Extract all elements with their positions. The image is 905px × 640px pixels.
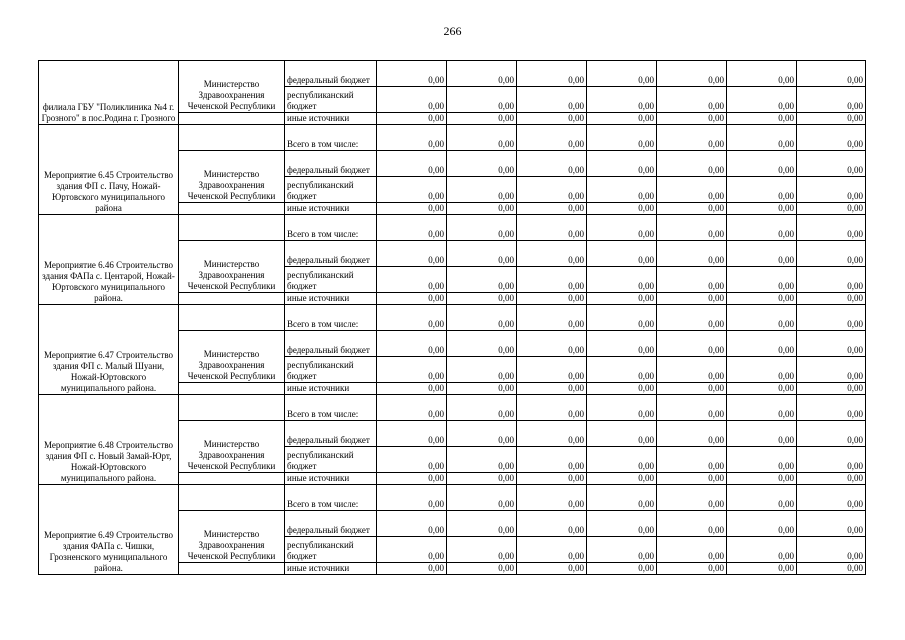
source-label-federal: федеральный бюджет: [285, 241, 377, 267]
value-cell: 0,00: [517, 293, 587, 305]
value-cell: 0,00: [657, 125, 727, 151]
value-cell: 0,00: [727, 241, 797, 267]
value-cell: 0,00: [657, 241, 727, 267]
source-label-total: Всего в том числе:: [285, 305, 377, 331]
value-cell: 0,00: [587, 113, 657, 125]
value-cell: 0,00: [727, 293, 797, 305]
event-name-cell: Мероприятие 6.48 Строительство здания ФП с. Новый Замай-Юрт, Ножай-Юртовского муниципального района.: [39, 395, 179, 485]
value-cell: 0,00: [377, 61, 447, 87]
value-cell: 0,00: [727, 177, 797, 203]
value-cell: 0,00: [657, 395, 727, 421]
table-row: [39, 125, 866, 151]
executor-cell: Министерство Здравоохранения Чеченской Республики: [179, 421, 285, 473]
value-cell: 0,00: [727, 383, 797, 395]
value-cell: 0,00: [377, 267, 447, 293]
value-cell: 0,00: [377, 293, 447, 305]
value-cell: 0,00: [517, 267, 587, 293]
value-cell: 0,00: [727, 447, 797, 473]
value-cell: 0,00: [517, 203, 587, 215]
value-cell: 0,00: [657, 511, 727, 537]
value-cell: 0,00: [587, 395, 657, 421]
value-cell: 0,00: [657, 293, 727, 305]
value-cell: 0,00: [517, 563, 587, 575]
value-cell: 0,00: [797, 177, 866, 203]
value-cell: 0,00: [587, 563, 657, 575]
value-cell: 0,00: [377, 241, 447, 267]
value-cell: 0,00: [797, 215, 866, 241]
value-cell: 0,00: [447, 215, 517, 241]
executor-empty-cell: [179, 305, 285, 331]
value-cell: 0,00: [727, 267, 797, 293]
value-cell: 0,00: [447, 395, 517, 421]
value-cell: 0,00: [447, 241, 517, 267]
value-cell: 0,00: [727, 357, 797, 383]
executor-empty-cell: [179, 473, 285, 485]
value-cell: 0,00: [797, 113, 866, 125]
executor-empty-cell: [179, 383, 285, 395]
value-cell: 0,00: [727, 87, 797, 113]
value-cell: 0,00: [377, 177, 447, 203]
executor-cell: Министерство Здравоохранения Чеченской Республики: [179, 331, 285, 383]
value-cell: 0,00: [377, 331, 447, 357]
executor-cell: Министерство Здравоохранения Чеченской Республики: [179, 151, 285, 203]
event-name-cell: Мероприятие 6.49 Строительство здания ФАПа с. Чишки, Грозненского муниципального района.: [39, 485, 179, 575]
value-cell: 0,00: [377, 447, 447, 473]
source-label-republic: республиканский бюджет: [285, 87, 377, 113]
executor-empty-cell: [179, 395, 285, 421]
value-cell: 0,00: [797, 357, 866, 383]
value-cell: 0,00: [657, 267, 727, 293]
value-cell: 0,00: [797, 473, 866, 485]
value-cell: 0,00: [447, 447, 517, 473]
value-cell: 0,00: [447, 485, 517, 511]
table-row: [39, 305, 866, 331]
source-label-other: иные источники: [285, 113, 377, 125]
value-cell: 0,00: [657, 113, 727, 125]
value-cell: 0,00: [657, 177, 727, 203]
executor-cell: Министерство Здравоохранения Чеченской Республики: [179, 241, 285, 293]
executor-empty-cell: [179, 215, 285, 241]
value-cell: 0,00: [377, 485, 447, 511]
value-cell: 0,00: [447, 357, 517, 383]
event-name-cell: Мероприятие 6.45 Строительство здания ФП с. Пачу, Ножай-Юртовского муниципального района: [39, 125, 179, 215]
event-name-cell: Мероприятие 6.46 Строительство здания ФАПа с. Центарой, Ножай-Юртовского муниципального района.: [39, 215, 179, 305]
value-cell: 0,00: [377, 203, 447, 215]
source-label-republic: республиканский бюджет: [285, 357, 377, 383]
source-label-other: иные источники: [285, 203, 377, 215]
source-label-federal: федеральный бюджет: [285, 61, 377, 87]
value-cell: 0,00: [447, 563, 517, 575]
table-row: [39, 61, 866, 87]
value-cell: 0,00: [377, 357, 447, 383]
executor-empty-cell: [179, 125, 285, 151]
source-label-total: Всего в том числе:: [285, 215, 377, 241]
page-number: 266: [443, 24, 462, 38]
value-cell: 0,00: [517, 215, 587, 241]
value-cell: 0,00: [587, 485, 657, 511]
value-cell: 0,00: [377, 151, 447, 177]
source-label-republic: республиканский бюджет: [285, 537, 377, 563]
value-cell: 0,00: [447, 125, 517, 151]
value-cell: 0,00: [587, 125, 657, 151]
value-cell: 0,00: [587, 241, 657, 267]
value-cell: 0,00: [727, 125, 797, 151]
value-cell: 0,00: [657, 383, 727, 395]
value-cell: 0,00: [447, 151, 517, 177]
executor-empty-cell: [179, 563, 285, 575]
value-cell: 0,00: [377, 395, 447, 421]
value-cell: 0,00: [797, 395, 866, 421]
value-cell: 0,00: [797, 305, 866, 331]
table-row: [39, 215, 866, 241]
value-cell: 0,00: [517, 331, 587, 357]
value-cell: 0,00: [517, 113, 587, 125]
value-cell: 0,00: [727, 305, 797, 331]
value-cell: 0,00: [517, 177, 587, 203]
value-cell: 0,00: [377, 383, 447, 395]
value-cell: 0,00: [447, 537, 517, 563]
value-cell: 0,00: [727, 511, 797, 537]
value-cell: 0,00: [657, 331, 727, 357]
value-cell: 0,00: [587, 61, 657, 87]
value-cell: 0,00: [657, 357, 727, 383]
value-cell: 0,00: [447, 421, 517, 447]
executor-cell: Министерство Здравоохранения Чеченской Республики: [179, 61, 285, 113]
value-cell: 0,00: [587, 511, 657, 537]
value-cell: 0,00: [797, 511, 866, 537]
value-cell: 0,00: [727, 395, 797, 421]
value-cell: 0,00: [727, 421, 797, 447]
event-name-cell: филиала ГБУ "Поликлиника №4 г. Грозного" в пос.Родина г. Грозного: [39, 61, 179, 125]
value-cell: 0,00: [517, 125, 587, 151]
value-cell: 0,00: [657, 215, 727, 241]
value-cell: 0,00: [797, 485, 866, 511]
value-cell: 0,00: [447, 61, 517, 87]
value-cell: 0,00: [797, 125, 866, 151]
value-cell: 0,00: [727, 151, 797, 177]
value-cell: 0,00: [447, 267, 517, 293]
value-cell: 0,00: [517, 87, 587, 113]
value-cell: 0,00: [727, 61, 797, 87]
value-cell: 0,00: [797, 383, 866, 395]
value-cell: 0,00: [657, 447, 727, 473]
value-cell: 0,00: [377, 473, 447, 485]
executor-empty-cell: [179, 203, 285, 215]
value-cell: 0,00: [377, 421, 447, 447]
source-label-total: Всего в том числе:: [285, 485, 377, 511]
source-label-other: иные источники: [285, 473, 377, 485]
source-label-other: иные источники: [285, 383, 377, 395]
value-cell: 0,00: [797, 87, 866, 113]
value-cell: 0,00: [727, 203, 797, 215]
source-label-republic: республиканский бюджет: [285, 177, 377, 203]
value-cell: 0,00: [587, 177, 657, 203]
value-cell: 0,00: [587, 87, 657, 113]
value-cell: 0,00: [727, 563, 797, 575]
value-cell: 0,00: [377, 87, 447, 113]
value-cell: 0,00: [657, 485, 727, 511]
table-row: [39, 395, 866, 421]
value-cell: 0,00: [657, 537, 727, 563]
value-cell: 0,00: [797, 421, 866, 447]
value-cell: 0,00: [797, 203, 866, 215]
value-cell: 0,00: [447, 305, 517, 331]
value-cell: 0,00: [517, 473, 587, 485]
value-cell: 0,00: [587, 357, 657, 383]
value-cell: 0,00: [657, 87, 727, 113]
value-cell: 0,00: [727, 485, 797, 511]
value-cell: 0,00: [517, 383, 587, 395]
value-cell: 0,00: [587, 267, 657, 293]
value-cell: 0,00: [797, 151, 866, 177]
value-cell: 0,00: [587, 305, 657, 331]
value-cell: 0,00: [797, 447, 866, 473]
source-label-federal: федеральный бюджет: [285, 511, 377, 537]
value-cell: 0,00: [587, 203, 657, 215]
value-cell: 0,00: [797, 61, 866, 87]
budget-table: [38, 60, 866, 575]
value-cell: 0,00: [797, 267, 866, 293]
value-cell: 0,00: [517, 511, 587, 537]
value-cell: 0,00: [657, 305, 727, 331]
value-cell: 0,00: [447, 511, 517, 537]
value-cell: 0,00: [377, 511, 447, 537]
value-cell: 0,00: [587, 421, 657, 447]
value-cell: 0,00: [377, 215, 447, 241]
value-cell: 0,00: [727, 215, 797, 241]
value-cell: 0,00: [447, 177, 517, 203]
value-cell: 0,00: [657, 203, 727, 215]
value-cell: 0,00: [517, 447, 587, 473]
value-cell: 0,00: [517, 151, 587, 177]
value-cell: 0,00: [517, 305, 587, 331]
value-cell: 0,00: [797, 537, 866, 563]
value-cell: 0,00: [377, 537, 447, 563]
value-cell: 0,00: [447, 203, 517, 215]
value-cell: 0,00: [377, 305, 447, 331]
source-label-total: Всего в том числе:: [285, 125, 377, 151]
value-cell: 0,00: [587, 473, 657, 485]
value-cell: 0,00: [587, 151, 657, 177]
value-cell: 0,00: [517, 485, 587, 511]
source-label-other: иные источники: [285, 563, 377, 575]
value-cell: 0,00: [517, 537, 587, 563]
value-cell: 0,00: [447, 331, 517, 357]
source-label-federal: федеральный бюджет: [285, 151, 377, 177]
value-cell: 0,00: [727, 473, 797, 485]
executor-cell: Министерство Здравоохранения Чеченской Республики: [179, 511, 285, 563]
table-row: [39, 485, 866, 511]
value-cell: 0,00: [447, 113, 517, 125]
value-cell: 0,00: [517, 421, 587, 447]
value-cell: 0,00: [447, 87, 517, 113]
value-cell: 0,00: [657, 421, 727, 447]
value-cell: 0,00: [447, 293, 517, 305]
value-cell: 0,00: [797, 293, 866, 305]
value-cell: 0,00: [587, 293, 657, 305]
executor-empty-cell: [179, 485, 285, 511]
value-cell: 0,00: [447, 473, 517, 485]
value-cell: 0,00: [517, 395, 587, 421]
executor-empty-cell: [179, 113, 285, 125]
source-label-other: иные источники: [285, 293, 377, 305]
value-cell: 0,00: [727, 537, 797, 563]
source-label-republic: республиканский бюджет: [285, 267, 377, 293]
value-cell: 0,00: [587, 383, 657, 395]
value-cell: 0,00: [727, 113, 797, 125]
value-cell: 0,00: [377, 563, 447, 575]
value-cell: 0,00: [517, 357, 587, 383]
value-cell: 0,00: [797, 241, 866, 267]
value-cell: 0,00: [377, 113, 447, 125]
value-cell: 0,00: [587, 331, 657, 357]
event-name-cell: Мероприятие 6.47 Строительство здания ФП с. Малый Шуани, Ножай-Юртовского муниципального района.: [39, 305, 179, 395]
value-cell: 0,00: [517, 241, 587, 267]
value-cell: 0,00: [587, 215, 657, 241]
value-cell: 0,00: [657, 61, 727, 87]
executor-empty-cell: [179, 293, 285, 305]
value-cell: 0,00: [727, 331, 797, 357]
value-cell: 0,00: [587, 537, 657, 563]
value-cell: 0,00: [517, 61, 587, 87]
value-cell: 0,00: [797, 331, 866, 357]
value-cell: 0,00: [657, 473, 727, 485]
value-cell: 0,00: [657, 151, 727, 177]
source-label-total: Всего в том числе:: [285, 395, 377, 421]
value-cell: 0,00: [377, 125, 447, 151]
source-label-federal: федеральный бюджет: [285, 331, 377, 357]
value-cell: 0,00: [657, 563, 727, 575]
value-cell: 0,00: [447, 383, 517, 395]
source-label-federal: федеральный бюджет: [285, 421, 377, 447]
value-cell: 0,00: [797, 563, 866, 575]
value-cell: 0,00: [587, 447, 657, 473]
source-label-republic: республиканский бюджет: [285, 447, 377, 473]
